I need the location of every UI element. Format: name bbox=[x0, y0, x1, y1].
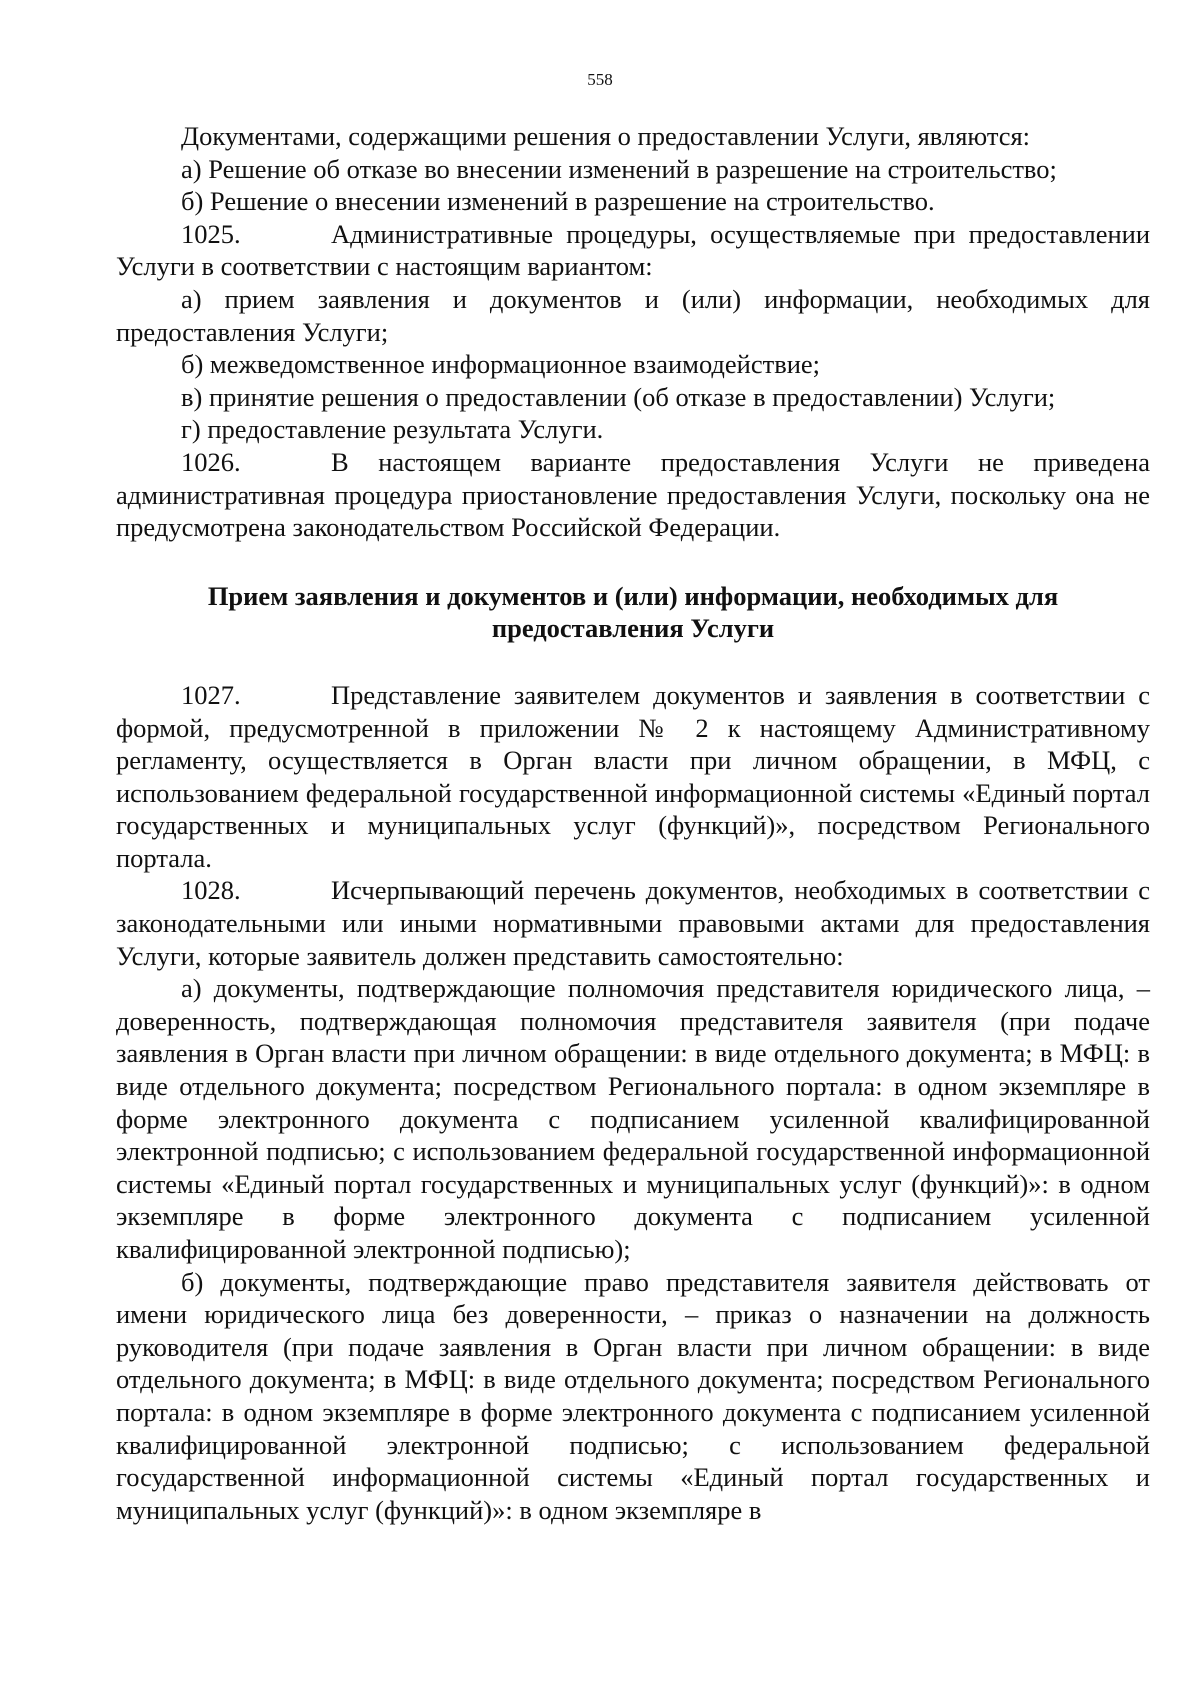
paragraph-number: 1027. bbox=[181, 679, 241, 710]
paragraph-text: Представление заявителем документов и заявления в соответствии с формой, предусмотренной в приложении № 2 к настоящему Административному регламенту, осуществляется в Орган власти при личном обращении, в МФЦ, с использованием федеральной государственной информационной системы «Единый портал государственных и муниципальных услуг (функций)», посредством Регионального портала. bbox=[116, 679, 1150, 873]
paragraph-documents-a bbox=[116, 972, 1150, 1265]
paragraph-1025 bbox=[116, 218, 1150, 283]
paragraph-number: 1028. bbox=[181, 875, 241, 906]
paragraph-number: 1025. bbox=[181, 218, 241, 249]
paragraph-text: б) Решение о внесении изменений в разрешение на строительство. bbox=[181, 186, 935, 217]
paragraph-item-b bbox=[116, 185, 1150, 218]
paragraph-text: В настоящем варианте предоставления Услуги не приведена административная процедура приостановление предоставления Услуги, поскольку она не предусмотрена законодательством Российской Федерации. bbox=[116, 446, 1150, 543]
paragraph-1026 bbox=[116, 446, 1150, 544]
paragraph-procedure-d bbox=[116, 413, 1150, 446]
paragraph-text: в) принятие решения о предоставлении (об отказе в предоставлении) Услуги; bbox=[181, 381, 1056, 412]
paragraph-text: Административные процедуры, осуществляемые при предоставлении Услуги в соответствии с настоящим вариантом: bbox=[116, 218, 1150, 282]
paragraph-1028 bbox=[116, 874, 1150, 972]
paragraph-number: 1026. bbox=[181, 446, 241, 477]
section-heading: Прием заявления и документов и (или) информации, необходимых для предоставления Услуги bbox=[207, 580, 1059, 644]
paragraph-text: б) документы, подтверждающие право представителя заявителя действовать от имени юридического лица без доверенности, – приказ о назначении на должность руководителя (при подаче заявления в Орган власти при личном обращении: в виде отдельного документа; в МФЦ: в виде отдельного документа; посредством Регионального портала: в одном экземпляре в форме электронного документа с подписанием усиленной квалифицированной электронной подписью; с использованием федеральной государственной информационной системы «Единый портал государственных и муниципальных услуг (функций)»: в одном экземпляре в bbox=[116, 1266, 1150, 1525]
paragraph-item-a bbox=[116, 153, 1150, 186]
paragraph-text: а) прием заявления и документов и (или) информации, необходимых для предоставления Услуги; bbox=[116, 283, 1150, 347]
paragraph-procedure-a bbox=[116, 283, 1150, 348]
paragraph-1027 bbox=[116, 679, 1150, 875]
paragraph-text: Документами, содержащими решения о предоставлении Услуги, являются: bbox=[181, 121, 1031, 151]
paragraph-intro bbox=[116, 120, 1150, 153]
paragraph-text: Исчерпывающий перечень документов, необходимых в соответствии с законодательными или иными нормативными правовыми актами для предоставления Услуги, которые заявитель должен представить самостоятельно: bbox=[116, 875, 1150, 971]
page-number: 558 bbox=[587, 70, 613, 89]
paragraph-procedure-b bbox=[116, 348, 1150, 381]
paragraph-text: б) межведомственное информационное взаимодействие; bbox=[181, 349, 821, 380]
paragraph-documents-b bbox=[116, 1266, 1150, 1527]
document-body bbox=[116, 120, 1150, 1526]
paragraph-text: а) документы, подтверждающие полномочия представителя юридического лица, – доверенность, подтверждающая полномочия представителя заявителя (при подаче заявления в Орган власти при личном обращении: в виде отдельного документа; в МФЦ: в виде отдельного документа; посредством Регионального портала: в одном экземпляре в форме электронного документа с подписанием усиленной квалифицированной электронной подписью; с использованием федеральной государственной информационной системы «Единый портал государственных и муниципальных услуг (функций)»: в одном экземпляре в форме электронного документа с подписанием усиленной квалифицированной электронной подписью); bbox=[116, 973, 1150, 1264]
paragraph-procedure-c bbox=[116, 381, 1150, 414]
paragraph-text: г) предоставление результата Услуги. bbox=[181, 414, 604, 445]
paragraph-text: а) Решение об отказе во внесении изменений в разрешение на строительство; bbox=[181, 153, 1057, 184]
